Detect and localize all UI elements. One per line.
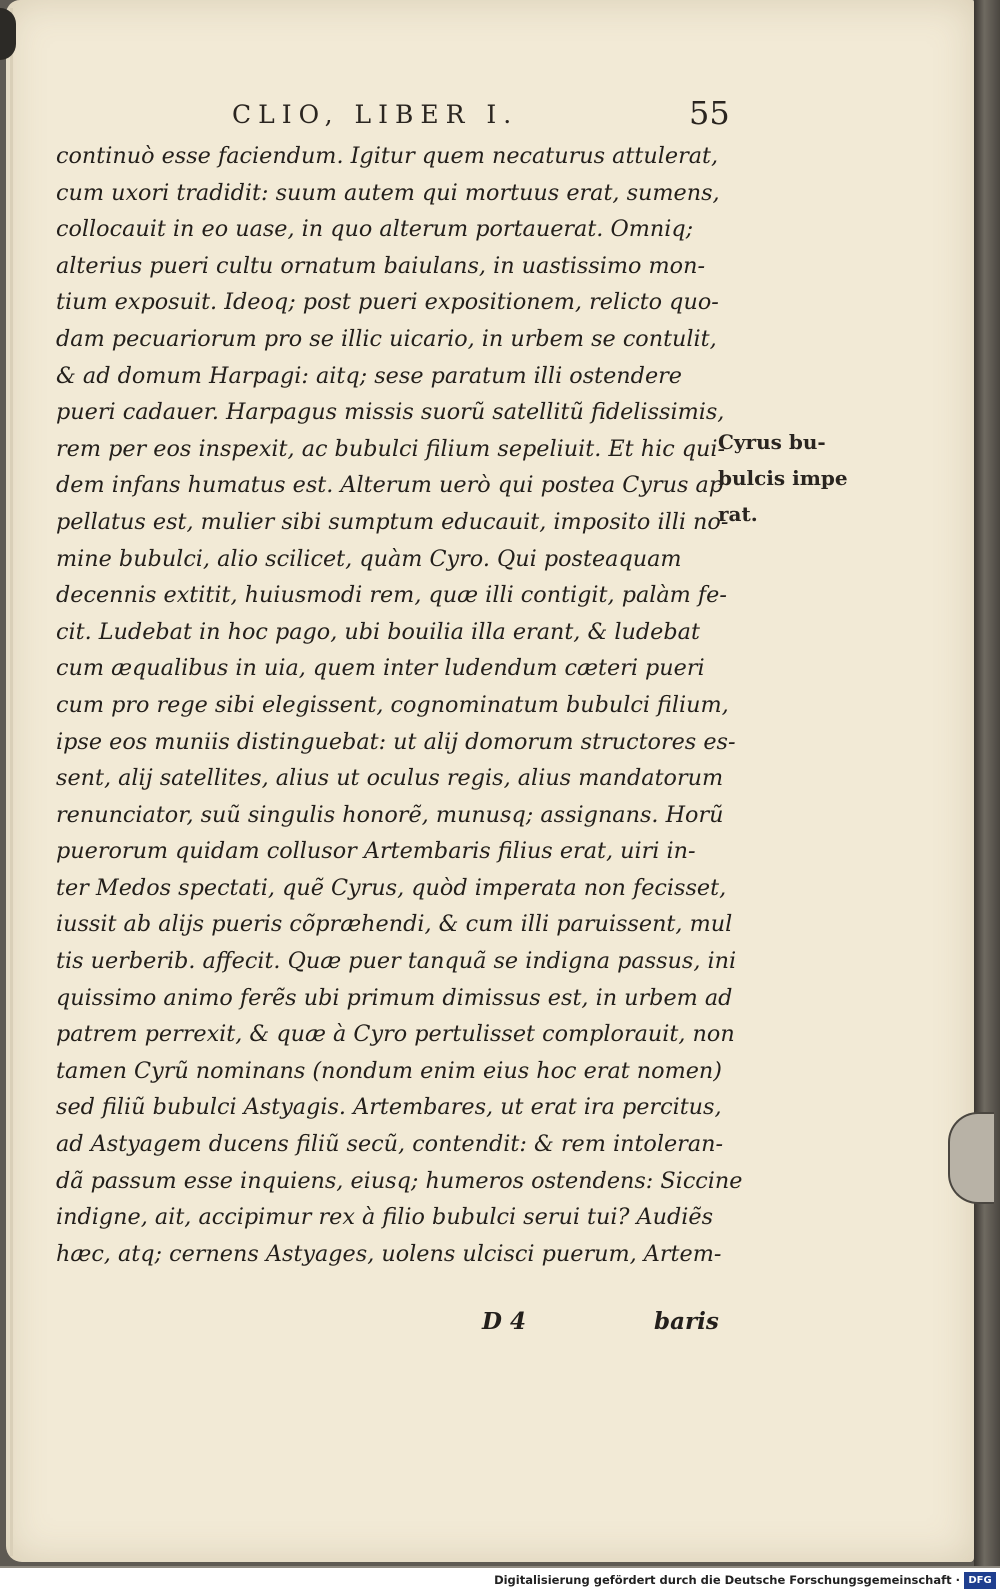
page-number: 55	[689, 94, 730, 132]
text-line: iussit ab alijs pueris cõpræhendi, & cum illi paruissent, mul	[56, 911, 733, 938]
running-head: CLIO, LIBER I.	[232, 100, 519, 129]
text-line: cit. Ludebat in hoc pago, ubi bouilia illa erant, & ludebat	[56, 618, 700, 645]
margin-note-line: rat.	[718, 502, 758, 526]
margin-note	[718, 424, 868, 532]
text-line: indigne, ait, accipimur rex à filio bubulci serui tui? Audiẽs	[56, 1204, 714, 1231]
text-line: renunciator, suũ singulis honorẽ, munusq; assignans. Horũ	[56, 801, 724, 828]
text-line: dã passum esse inquiens, eiusq; humeros ostendens: Siccine	[56, 1167, 743, 1194]
text-line: patrem perrexit, & quæ à Cyro pertulisset complorauit, non	[56, 1021, 735, 1048]
text-line: cum uxori tradidit: suum autem qui mortuus erat, sumens,	[56, 179, 720, 206]
text-line: tamen Cyrũ nominans (nondum enim eius hoc erat nomen)	[56, 1057, 722, 1084]
text-line: tium exposuit. Ideoq; post pueri expositionem, relicto quo-	[56, 289, 719, 316]
text-line: ipse eos muniis distinguebat: ut alij domorum structores es-	[56, 728, 736, 755]
text-line: tis uerberib. affecit. Quæ puer tanquã se indigna passus, ini	[56, 948, 737, 975]
text-line: ad Astyagem ducens filiũ secũ, contendit: & rem intoleran-	[56, 1131, 724, 1158]
text-line: cum pro rege sibi elegissent, cognominatum bubulci filium,	[56, 691, 729, 718]
book-fore-edge	[974, 0, 1000, 1566]
margin-note-line: Cyrus bu-	[718, 430, 826, 454]
text-line: sed filiũ bubulci Astyagis. Artembares, ut erat ira percitus,	[56, 1094, 722, 1121]
text-line: continuò esse faciendum. Igitur quem necaturus attulerat,	[56, 143, 719, 169]
catchword: baris	[654, 1308, 719, 1335]
text-line: dem infans humatus est. Alterum uerò qui postea Cyrus ap	[56, 472, 724, 499]
text-line: hæc, atq; cernens Astyages, uolens ulcisci puerum, Artem-	[56, 1240, 722, 1267]
page-clip	[948, 1112, 994, 1204]
text-line: cum æqualibus in uia, quem inter ludendum cæteri pueri	[56, 655, 705, 682]
text-line: sent, alij satellites, alius ut oculus regis, alius mandatorum	[56, 765, 724, 792]
text-line: mine bubulci, alio scilicet, quàm Cyro. Qui posteaquam	[56, 545, 682, 572]
book-page	[6, 0, 974, 1562]
text-line: collocauit in eo uase, in quo alterum portauerat. Omniq;	[56, 216, 694, 243]
text-line: dam pecuariorum pro se illic uicario, in urbem se contulit,	[56, 325, 717, 352]
text-line: alterius pueri cultu ornatum baiulans, in uastissimo mon-	[56, 252, 705, 279]
dfg-logo-icon: DFG	[964, 1572, 996, 1589]
text-line: ter Medos spectati, quẽ Cyrus, quòd imperata non fecisset,	[56, 874, 727, 901]
text-line: pueri cadauer. Harpagus missis suorũ satellitũ fidelissimis,	[56, 399, 725, 426]
text-line: & ad domum Harpagi: aitq; sese paratum illi ostendere	[56, 362, 682, 389]
footer-credit: Digitalisierung gefördert durch die Deutsche Forschungsgemeinschaft ·	[494, 1573, 960, 1587]
margin-note-line: bulcis impe	[718, 466, 848, 490]
digitization-footer	[0, 1568, 1000, 1594]
text-line: rem per eos inspexit, ac bubulci filium sepeliuit. Et hic qui-	[56, 435, 726, 462]
text-line: quissimo animo ferẽs ubi primum dimissus est, in urbem ad	[56, 984, 733, 1011]
page-edge	[10, 8, 13, 1556]
binding-shadow	[0, 8, 16, 60]
text-line: pellatus est, mulier sibi sumptum educauit, imposito illi no-	[56, 508, 729, 535]
text-line: puerorum quidam collusor Artembaris filius erat, uiri in-	[56, 838, 696, 865]
body-text	[56, 138, 743, 1272]
signature-mark: D 4	[482, 1308, 526, 1335]
text-line: decennis extitit, huiusmodi rem, quæ illi contigit, palàm fe-	[56, 582, 727, 609]
